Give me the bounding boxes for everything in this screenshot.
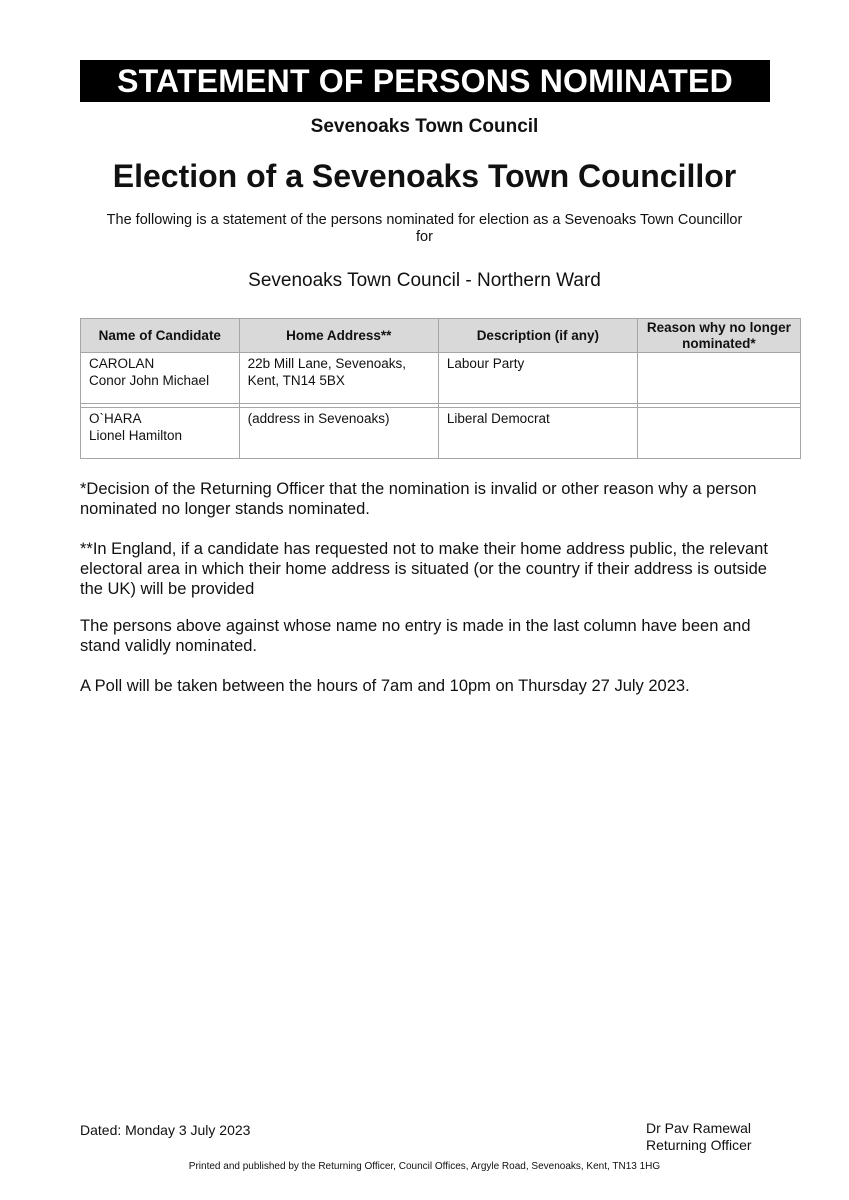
candidate-reason xyxy=(637,353,800,404)
intro-text xyxy=(70,212,779,246)
candidate-description: Liberal Democrat xyxy=(438,408,637,459)
note-address: **In England, if a candidate has requested not to make their home address public, the relevant electoral area in which their home address is situated (or the country if their address is outside the UK) will be provided xyxy=(80,540,768,598)
note-decision: *Decision of the Returning Officer that the nomination is invalid or other reason why a person nominated no longer stands nominated. xyxy=(80,480,757,518)
returning-officer-block xyxy=(646,1120,752,1154)
intro-line-2: for xyxy=(416,229,433,245)
candidate-reason xyxy=(637,408,800,459)
address-line-2: Kent, TN14 5BX xyxy=(247,373,345,388)
header-name: Name of Candidate xyxy=(81,319,240,353)
intro-line-1: The following is a statement of the persons nominated for election as a Sevenoaks Town Councillor xyxy=(106,212,743,228)
document-banner: STATEMENT OF PERSONS NOMINATED xyxy=(80,60,770,102)
candidate-surname: CAROLAN xyxy=(89,356,155,371)
table-header-row xyxy=(81,319,801,353)
candidates-table xyxy=(80,318,801,459)
imprint: Printed and published by the Returning Officer, Council Offices, Argyle Road, Sevenoaks, Kent, TN13 1HG xyxy=(188,1161,661,1172)
address-line-1: (address in Sevenoaks) xyxy=(247,411,390,426)
council-name: Sevenoaks Town Council xyxy=(310,116,539,137)
candidate-address-cell xyxy=(239,408,438,459)
candidate-name-cell xyxy=(81,408,240,459)
election-title: Election of a Sevenoaks Town Councillor xyxy=(112,158,737,194)
candidate-address-cell xyxy=(239,353,438,404)
note-valid: The persons above against whose name no entry is made in the last column have been and stand validly nominated. xyxy=(80,617,751,655)
ward-name: Sevenoaks Town Council - Northern Ward xyxy=(248,270,601,291)
officer-name: Dr Pav Ramewal xyxy=(646,1120,752,1136)
table-row xyxy=(81,353,801,404)
note-poll: A Poll will be taken between the hours of 7am and 10pm on Thursday 27 July 2023. xyxy=(80,677,690,695)
header-address: Home Address** xyxy=(239,319,438,353)
candidate-surname: O`HARA xyxy=(89,411,142,426)
officer-title: Returning Officer xyxy=(646,1137,752,1153)
header-reason: Reason why no longer nominated* xyxy=(637,319,800,353)
date-of-statement: Dated: Monday 3 July 2023 xyxy=(80,1122,251,1138)
table-row xyxy=(81,408,801,459)
candidate-forenames: Lionel Hamilton xyxy=(89,428,183,443)
candidate-name-cell xyxy=(81,353,240,404)
header-description: Description (if any) xyxy=(438,319,637,353)
candidate-description: Labour Party xyxy=(438,353,637,404)
candidate-forenames: Conor John Michael xyxy=(89,373,210,388)
address-line-1: 22b Mill Lane, Sevenoaks, xyxy=(247,356,406,371)
